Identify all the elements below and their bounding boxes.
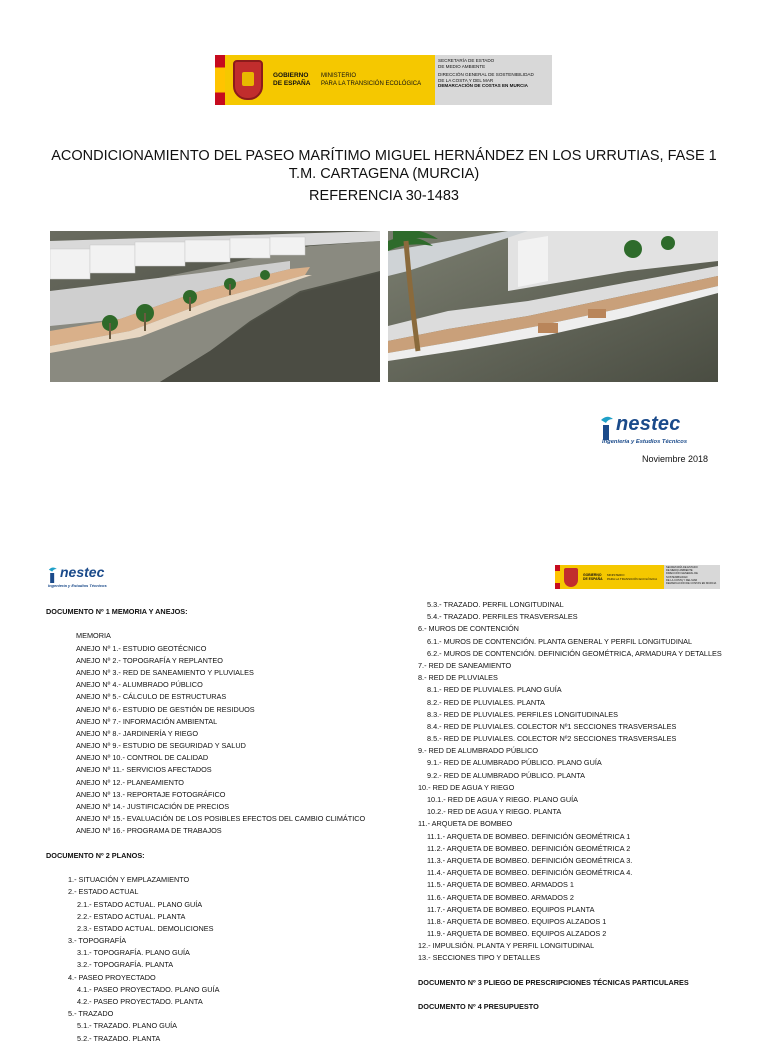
project-title: ACONDICIONAMIENTO DEL PASEO MARÍTIMO MIGUEL HERNÁNDEZ EN LOS URRUTIAS, FASE 1: [51, 148, 717, 164]
inestec-mark-icon: [600, 416, 613, 440]
index-entry: 13.- SECCIONES TIPO Y DETALLES: [418, 953, 540, 963]
secretaria-label: SECRETARÍA DE ESTADO DE MEDIO AMBIENTE: [438, 58, 495, 69]
coat-of-arms-icon: [233, 60, 263, 100]
index-entry: 11.9.- ARQUETA DE BOMBEO. EQUIPOS ALZADOS 2: [427, 929, 607, 939]
project-reference: REFERENCIA 30-1483: [309, 188, 459, 204]
agency-block: [664, 565, 720, 589]
gobierno-label: GOBIERNO DE ESPAÑA: [273, 72, 311, 87]
index-entry: 6.2.- MUROS DE CONTENCIÓN. DEFINICIÓN GEOMÉTRICA, ARMADURA Y DETALLES: [427, 648, 722, 658]
index-entry: 6.- MUROS DE CONTENCIÓN: [418, 624, 519, 634]
government-banner: [215, 55, 552, 105]
index-entry: 3.1.- TOPOGRAFÍA. PLANO GUÍA: [77, 948, 190, 958]
index-entry: ANEJO Nº 3.- RED DE SANEAMIENTO Y PLUVIALES: [76, 667, 254, 677]
index-entry: ANEJO Nº 8.- JARDINERÍA Y RIEGO: [76, 728, 199, 738]
demarcacion-label: DEMARCACIÓN DE COSTAS EN MURCIA: [666, 582, 717, 586]
promenade-render-closeup: [388, 231, 718, 382]
index-entry: ANEJO Nº 11.- SERVICIOS AFECTADOS: [76, 765, 212, 775]
index-entry: 11.5.- ARQUETA DE BOMBEO. ARMADOS 1: [427, 880, 574, 890]
index-entry: 12.- IMPULSIÓN. PLANTA Y PERFIL LONGITUDINAL: [418, 941, 595, 951]
index-entry: 11.2.- ARQUETA DE BOMBEO. DEFINICIÓN GEOMÉTRICA 2: [427, 843, 631, 853]
index-entry: 5.2.- TRAZADO. PLANTA: [77, 1033, 161, 1043]
index-entry: 1.- SITUACIÓN Y EMPLAZAMIENTO: [68, 875, 190, 885]
inestec-tagline-small: Ingeniería y Estudios Técnicos: [48, 583, 107, 588]
ministry-logo-block: [225, 55, 435, 105]
index-entry: 9.1.- RED DE ALUMBRADO PÚBLICO. PLANO GUÍA: [427, 758, 602, 768]
index-section-heading: DOCUMENTO Nº 2 PLANOS:: [46, 850, 145, 860]
index-entry: 4.2.- PASEO PROYECTADO. PLANTA: [77, 997, 203, 1006]
promenade-render-aerial: [50, 231, 380, 382]
index-spacer: [418, 989, 722, 1001]
government-banner-small: [555, 565, 720, 589]
index-entry: ANEJO Nº 15.- EVALUACIÓN DE LOS POSIBLES EFECTOS DEL CAMBIO CLIMÁTICO: [76, 814, 366, 824]
index-entry: 11.7.- ARQUETA DE BOMBEO. EQUIPOS PLANTA: [427, 904, 595, 914]
index-entry: 9.- RED DE ALUMBRADO PÚBLICO: [418, 746, 539, 756]
spain-flag-stripe: [215, 55, 225, 105]
inestec-tagline: Ingeniería y Estudios Técnicos: [602, 439, 688, 445]
index-entry: ANEJO Nº 2.- TOPOGRAFÍA Y REPLANTEO: [76, 655, 223, 665]
demarcacion-label: DEMARCACIÓN DE COSTAS EN MURCIA: [438, 83, 529, 89]
index-entry: 3.- TOPOGRAFÍA: [68, 936, 127, 946]
index-entry: 8.5.- RED DE PLUVIALES. COLECTOR Nº2 SECCIONES TRASVERSALES: [427, 734, 677, 744]
index-entry: 5.3.- TRAZADO. PERFIL LONGITUDINAL: [427, 600, 564, 609]
secretaria-label: SECRETARÍA DE ESTADO DE MEDIO AMBIENTE: [666, 566, 698, 573]
inestec-mark-icon: [48, 567, 57, 583]
index-entry: ANEJO Nº 1.- ESTUDIO GEOTÉCNICO: [76, 643, 207, 653]
index-entry: 3.2.- TOPOGRAFÍA. PLANTA: [77, 960, 174, 970]
index-spacer: [46, 838, 365, 850]
index-entry: 11.- ARQUETA DE BOMBEO: [418, 819, 513, 829]
index-entry: 8.4.- RED DE PLUVIALES. COLECTOR Nº1 SECCIONES TRASVERSALES: [427, 721, 677, 731]
cover-date: Noviembre 2018: [641, 454, 708, 464]
index-entry: ANEJO Nº 12.- PLANEAMIENTO: [76, 777, 184, 787]
index-entry: 8.1.- RED DE PLUVIALES. PLANO GUÍA: [427, 685, 562, 695]
index-entry: 8.- RED DE PLUVIALES: [418, 673, 498, 683]
index-entry: ANEJO Nº 16.- PROGRAMA DE TRABAJOS: [76, 826, 222, 836]
index-entry: MEMORIA: [76, 631, 111, 641]
index-entry: 5.- TRAZADO: [68, 1009, 114, 1019]
direccion-label: DIRECCIÓN GENERAL DE SOSTENIBILIDAD DE LA COSTA Y DEL MAR: [438, 72, 534, 83]
inestec-logo: [600, 413, 710, 453]
index-entry: 4.1.- PASEO PROYECTADO. PLANO GUÍA: [77, 984, 220, 994]
index-entry: 6.1.- MUROS DE CONTENCIÓN. PLANTA GENERAL Y PERFIL LONGITUDINAL: [427, 636, 693, 646]
index-spacer: [46, 618, 365, 630]
index-entry: ANEJO Nº 7.- INFORMACIÓN AMBIENTAL: [76, 716, 218, 726]
index-entry: 8.3.- RED DE PLUVIALES. PERFILES LONGITUDINALES: [427, 709, 618, 719]
index-entry: 8.2.- RED DE PLUVIALES. PLANTA: [427, 697, 545, 707]
inestec-logo-small: [48, 564, 148, 592]
gobierno-label: GOBIERNO DE ESPAÑA: [583, 573, 603, 581]
index-entry: 2.3.- ESTADO ACTUAL. DEMOLICIONES: [77, 923, 214, 933]
index-entry: 10.- RED DE AGUA Y RIEGO: [418, 782, 515, 792]
index-entry: 11.6.- ARQUETA DE BOMBEO. ARMADOS 2: [427, 892, 574, 902]
index-spacer: [418, 965, 722, 977]
ministerio-label: MINISTERIO PARA LA TRANSICIÓN ECOLÓGICA: [321, 73, 422, 87]
ministerio-label: MINISTERIO PARA LA TRANSICIÓN ECOLÓGICA: [607, 573, 658, 581]
index-entry: 2.- ESTADO ACTUAL: [68, 887, 139, 897]
index-entry: ANEJO Nº 5.- CÁLCULO DE ESTRUCTURAS: [76, 692, 227, 702]
index-entry: 4.- PASEO PROYECTADO: [68, 972, 156, 982]
coat-of-arms-icon: [564, 568, 578, 587]
ministry-logo-block: [560, 565, 664, 589]
index-section-heading: DOCUMENTO Nº 1 MEMORIA Y ANEJOS:: [46, 607, 188, 616]
index-entry: 11.1.- ARQUETA DE BOMBEO. DEFINICIÓN GEOMÉTRICA 1: [427, 831, 631, 841]
index-entry: 11.3.- ARQUETA DE BOMBEO. DEFINICIÓN GEOMÉTRICA 3.: [427, 855, 633, 865]
index-entry: 11.4.- ARQUETA DE BOMBEO. DEFINICIÓN GEOMÉTRICA 4.: [427, 868, 633, 878]
index-entry: 9.2.- RED DE ALUMBRADO PÚBLICO. PLANTA: [427, 770, 586, 780]
index-entry: 5.1.- TRAZADO. PLANO GUÍA: [77, 1021, 178, 1031]
index-entry: 10.1.- RED DE AGUA Y RIEGO. PLANO GUÍA: [427, 795, 578, 804]
index-entry: 7.- RED DE SANEAMIENTO: [418, 660, 512, 670]
index-entry: 10.2.- RED DE AGUA Y RIEGO. PLANTA: [427, 807, 562, 817]
index-entry: ANEJO Nº 9.- ESTUDIO DE SEGURIDAD Y SALUD: [76, 741, 246, 751]
inestec-wordmark: nestec: [616, 413, 681, 435]
project-location: T.M. CARTAGENA (MURCIA): [288, 166, 480, 182]
index-right-column: [418, 599, 722, 1013]
index-section-heading: DOCUMENTO Nº 4 PRESUPUESTO: [418, 1002, 539, 1012]
index-left-column: [46, 606, 365, 1045]
agency-block: [435, 55, 552, 105]
index-entry: 2.1.- ESTADO ACTUAL. PLANO GUÍA: [77, 899, 203, 909]
index-entry: ANEJO Nº 14.- JUSTIFICACIÓN DE PRECIOS: [76, 802, 230, 811]
index-entry: ANEJO Nº 10.- CONTROL DE CALIDAD: [76, 753, 209, 763]
index-entry: 2.2.- ESTADO ACTUAL. PLANTA: [77, 911, 186, 921]
direccion-label: DIRECCIÓN GENERAL DE SOSTENIBILIDAD DE LA COSTA Y DEL MAR: [666, 572, 698, 582]
index-entry: ANEJO Nº 13.- REPORTAJE FOTOGRÁFICO: [76, 789, 226, 799]
index-entry: 5.4.- TRAZADO. PERFILES TRASVERSALES: [427, 612, 578, 622]
index-spacer: [46, 862, 365, 874]
index-entry: ANEJO Nº 6.- ESTUDIO DE GESTIÓN DE RESIDUOS: [76, 704, 255, 714]
inestec-wordmark-small: nestec: [60, 564, 105, 580]
index-section-heading: DOCUMENTO Nº 3 PLIEGO DE PRESCRIPCIONES TÉCNICAS PARTICULARES: [418, 977, 689, 987]
index-entry: ANEJO Nº 4.- ALUMBRADO PÚBLICO: [76, 680, 203, 690]
index-entry: 11.8.- ARQUETA DE BOMBEO. EQUIPOS ALZADOS 1: [427, 916, 607, 926]
